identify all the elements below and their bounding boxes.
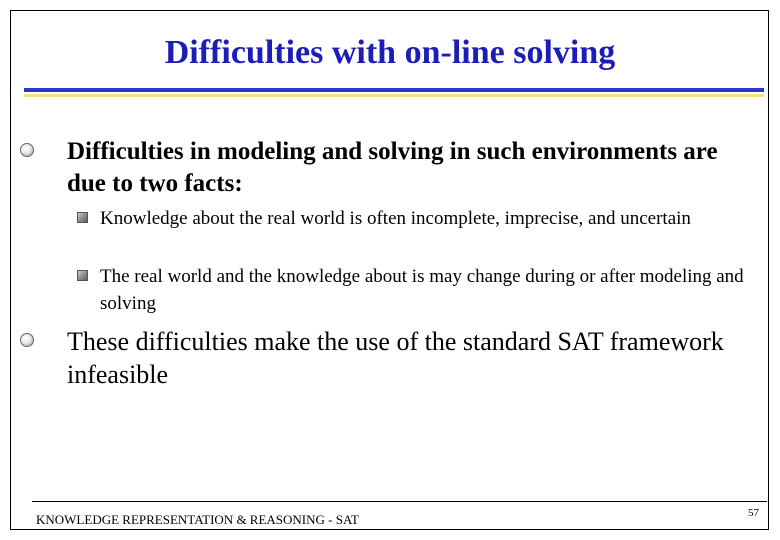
- square-bullet-icon: [77, 270, 88, 281]
- sphere-bullet-icon: [20, 143, 34, 157]
- bullet-2-text: These difficulties make the use of the standard SAT framework infeasible: [67, 327, 724, 389]
- footer-rule: [32, 501, 767, 502]
- title-rule-gap: [650, 93, 764, 94]
- subbullet-2-text: The real world and the knowledge about is may change during or after modeling and solving: [100, 266, 744, 314]
- bullet-1-text: Difficulties in modeling and solving in such environments are due to two facts:: [67, 138, 718, 197]
- footer-text: KNOWLEDGE REPRESENTATION & REASONING - SAT: [36, 512, 359, 527]
- title-rule-yellow: [24, 94, 764, 97]
- sphere-bullet-icon: [20, 333, 34, 347]
- title-rule-blue: [24, 88, 764, 92]
- slide-title: Difficulties with on-line solving: [164, 34, 616, 71]
- subbullet-1-text: Knowledge about the real world is often incomplete, imprecise, and uncertain: [100, 208, 691, 229]
- square-bullet-icon: [77, 212, 88, 223]
- page-number: 57: [748, 507, 759, 519]
